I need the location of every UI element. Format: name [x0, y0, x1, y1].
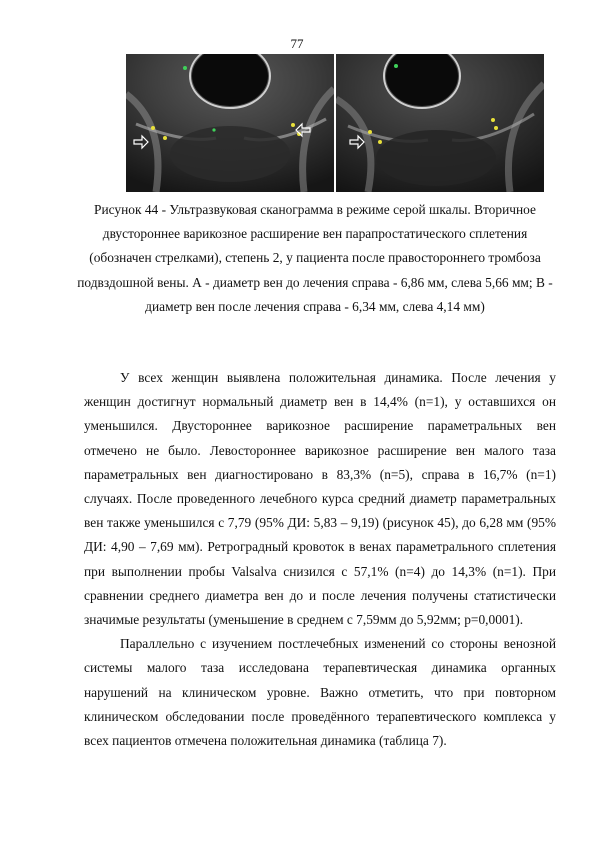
- ultrasound-panel-b: [336, 54, 544, 192]
- ultrasound-scan-b: [336, 54, 544, 192]
- paragraph-1: У всех женщин выявлена положительная динамика. После лечения у женщин достигнут нормальный диаметр вен в 14,4% (n=1), у оставшихся он уменьшился. Двустороннее варикозное расширение параметральных вен отмечено не было. Левостороннее варикозное расширение вен малого таза параметральных вен диагностировано в 83,3% (n=5), справа в 16,7% (n=1) случаях. После проведенного лечебного курса средний диаметр параметральных вен также уменьшился с 7,79 (95% ДИ: 5,83 – 9,19) (рисунок 45), до 6,28 мм (95% ДИ: 4,90 – 7,69 мм). Ретроградный кровоток в венах параметрального сплетения при выполнении пробы Valsalva снизился с 57,1% (n=4) до 14,3% (n=1). При сравнении среднего диаметра вен до и после лечения получены статистически значимые результаты (уменьшение в среднем с 7,59мм до 5,92мм; p=0,0001).: [84, 370, 556, 628]
- page-number: 77: [290, 36, 304, 51]
- ultrasound-panel-a: [126, 54, 334, 192]
- ultrasound-scan-a: [126, 54, 334, 192]
- ultrasound-figure: [126, 54, 544, 192]
- paragraph-2: Параллельно с изучением постлечебных изменений со стороны венозной системы малого таза исследована терапевтическая динамика органных нарушений на клиническом уровне. Важно отметить, что при повторном клиническом обследовании после проведённого терапевтического комплекса у всех пациентов отмечена положительная динамика (таблица 7).: [84, 636, 556, 749]
- figure-caption: Рисунок 44 - Ультразвуковая сканограмма в режиме серой шкалы. Вторичное двустороннее варикозное расширение вен парапростатического сплетения (обозначен стрелками), степень 2, у пациента после правостороннего тромбоза подвздошной вены. А - диаметр вен до лечения справа - 6,86 мм, слева 5,66 мм; В - диаметр вен после лечения справа - 6,34 мм, слева 4,14 мм): [77, 202, 553, 314]
- body-text: [84, 366, 556, 753]
